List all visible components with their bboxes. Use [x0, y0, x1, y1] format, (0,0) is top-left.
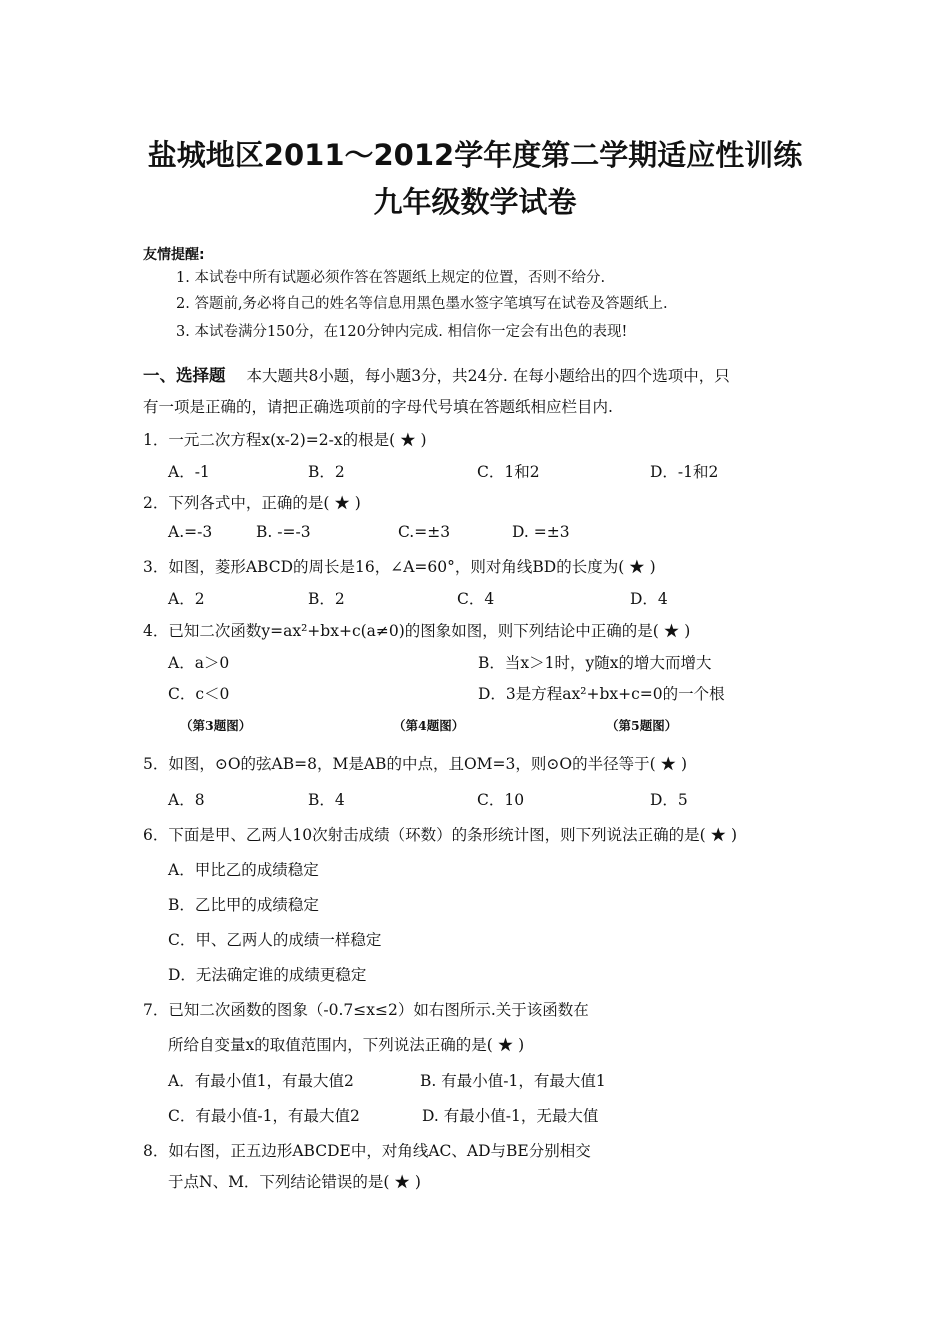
question-stem: 6．下面是甲、乙两人10次射击成绩（环数）的条形统计图，则下列说法正确的是( ★ ) [143, 826, 738, 844]
option: B. 有最小值-1，有最大值1 [420, 1072, 606, 1090]
exam-title: 盐城地区2011～2012学年度第二学期适应性训练 [147, 138, 803, 172]
question-stem: 2．下列各式中，正确的是( ★ ) [143, 494, 361, 512]
option: D．4 [630, 590, 668, 608]
option: D. =±3 [512, 523, 570, 541]
reminder-item: 3. 本试卷满分150分，在120分钟内完成. 相信你一定会有出色的表现! [176, 324, 628, 340]
option: A.=-3 [168, 523, 213, 541]
option: C．10 [477, 791, 525, 809]
reminder-item: 2. 答题前,务必将自己的姓名等信息用黑色墨水签字笔填写在试卷及答题纸上. [176, 296, 668, 312]
option: A．有最小值1，有最大值2 [168, 1072, 354, 1090]
option: B．当x＞1时，y随x的增大而增大 [478, 654, 712, 672]
option: D. 有最小值-1，无最大值 [422, 1107, 599, 1125]
option: C．c＜0 [168, 685, 230, 703]
option: D．5 [650, 791, 688, 809]
option: C．1和2 [477, 463, 540, 481]
option: A．8 [168, 791, 205, 809]
reminder-item: 1. 本试卷中所有试题必须作答在答题纸上规定的位置，否则不给分. [176, 270, 606, 286]
option: B．2 [308, 463, 345, 481]
question-stem: 4．已知二次函数y=ax²+bx+c(a≠0)的图象如图，则下列结论中正确的是( ★ ) [143, 622, 691, 640]
reminder-label: 友情提醒: [143, 247, 205, 263]
question-stem: 8．如右图，正五边形ABCDE中，对角线AC、AD与BE分别相交 [143, 1142, 591, 1160]
question-stem: 5．如图，⊙O的弦AB=8，M是AB的中点，且OM=3，则⊙O的半径等于( ★ ) [143, 755, 688, 773]
question-stem: 1．一元二次方程x(x-2)=2-x的根是( ★ ) [143, 431, 427, 449]
figure-caption: （第4题图） [393, 718, 465, 733]
option: A．-1 [168, 463, 210, 481]
option: C.=±3 [398, 523, 451, 541]
option: C．甲、乙两人的成绩一样稳定 [168, 931, 382, 949]
section-name: 一、选择题 [143, 366, 226, 385]
figure-caption: （第5题图） [606, 718, 678, 733]
option: A．a＞0 [168, 654, 230, 672]
exam-subtitle: 九年级数学试卷 [373, 185, 577, 219]
option: B. -=-3 [256, 523, 311, 541]
option: B．2 [308, 590, 345, 608]
question-stem-cont: 所给自变量x的取值范围内，下列说法正确的是( ★ ) [168, 1036, 525, 1054]
option: D．无法确定谁的成绩更稳定 [168, 966, 367, 984]
section-desc-cont: 有一项是正确的，请把正确选项前的字母代号填在答题纸相应栏目内. [143, 398, 613, 416]
option: A．甲比乙的成绩稳定 [168, 861, 319, 879]
option: D．3是方程ax²+bx+c=0的一个根 [478, 685, 725, 703]
question-stem-cont: 于点N、M．下列结论错误的是( ★ ) [168, 1173, 421, 1191]
option: A．2 [168, 590, 205, 608]
option: C．有最小值-1，有最大值2 [168, 1107, 360, 1125]
option: B．乙比甲的成绩稳定 [168, 896, 319, 914]
section-header [143, 362, 730, 386]
question-stem: 3．如图，菱形ABCD的周长是16，∠A=60°，则对角线BD的长度为( ★ ) [143, 558, 656, 576]
section-desc: 本大题共8小题，每小题3分，共24分. 在每小题给出的四个选项中，只 [246, 367, 730, 385]
option: D．-1和2 [650, 463, 719, 481]
option: B．4 [308, 791, 345, 809]
question-stem: 7．已知二次函数的图象（-0.7≤x≤2）如右图所示.关于该函数在 [143, 1001, 589, 1019]
figure-caption: （第3题图） [180, 718, 252, 733]
option: C．4 [457, 590, 495, 608]
